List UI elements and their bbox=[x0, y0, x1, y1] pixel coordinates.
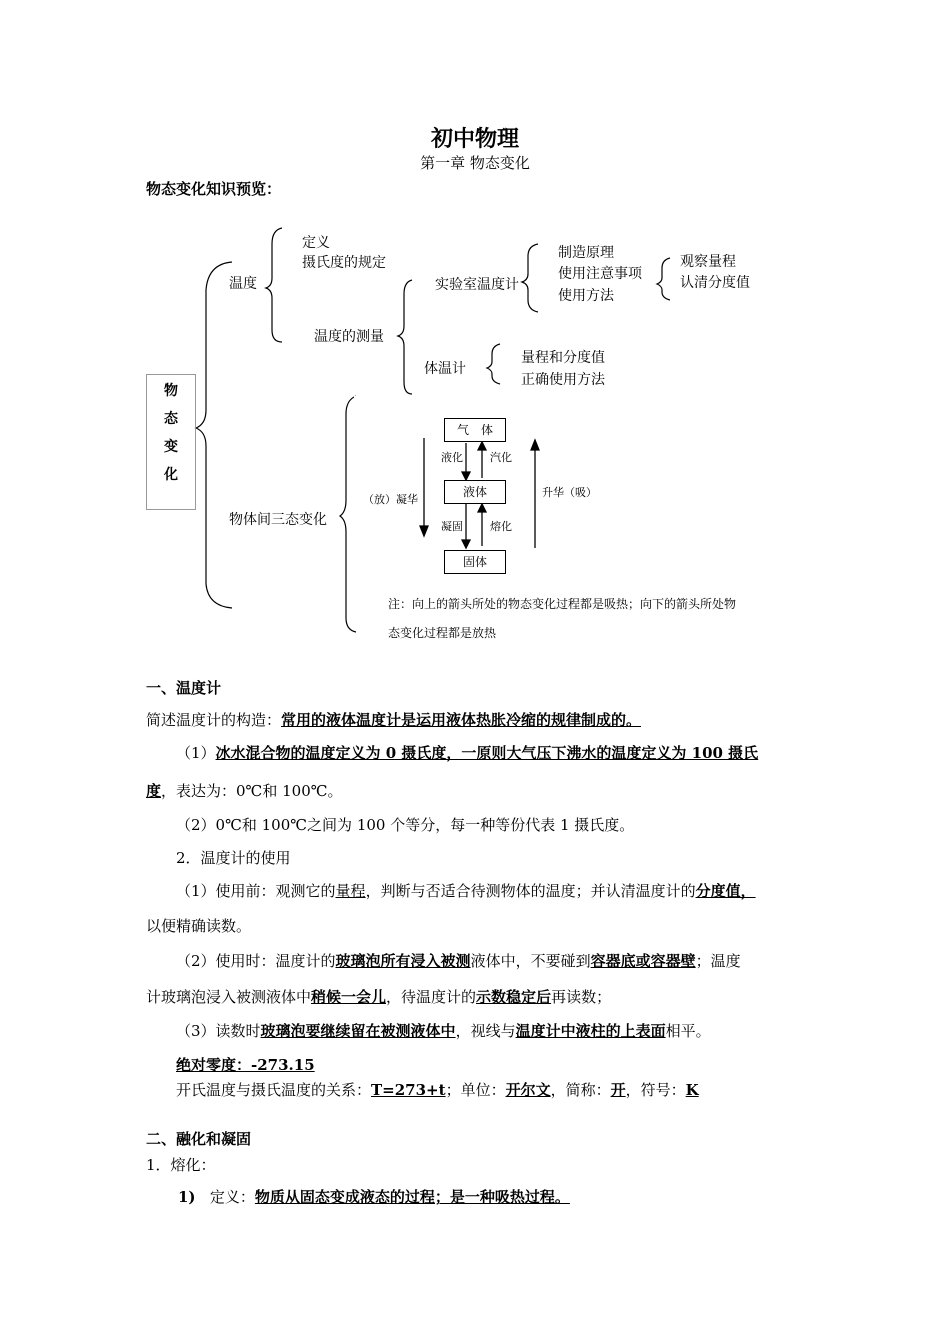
during-emphasis-4: 示数稳定后 bbox=[476, 988, 552, 1006]
sub1-number: 1) bbox=[178, 1188, 196, 1206]
kelvin-formula: T=273+t bbox=[371, 1081, 446, 1099]
chapter-subtitle: 第一章 物态变化 bbox=[420, 154, 530, 172]
during-emphasis-1: 玻璃泡所有浸入被测 bbox=[335, 952, 471, 970]
intro-prefix: 简述温度计的构造： bbox=[146, 711, 282, 729]
phase-note-line1: 注：向上的箭头所处的物态变化过程都是吸热；向下的箭头所处物 bbox=[388, 597, 737, 611]
state-box-solid: 固体 bbox=[444, 550, 506, 574]
node-definition: 定义 bbox=[302, 235, 330, 251]
during-use-line1 bbox=[176, 950, 741, 971]
during-text-d: 计玻璃泡浸入被测液体中 bbox=[146, 988, 312, 1006]
use-heading: 2．温度计的使用 bbox=[176, 849, 291, 867]
node-three-states: 物体间三态变化 bbox=[229, 512, 327, 528]
read-text-b: ，视线与 bbox=[455, 1022, 516, 1040]
para-definition-line1 bbox=[176, 742, 758, 763]
during-emphasis-2: 容器底或容器壁 bbox=[590, 952, 696, 970]
mindmap-root-char: 化 bbox=[164, 467, 178, 483]
sub1-prefix: 定义： bbox=[209, 1188, 255, 1206]
node-range-division: 量程和分度值 bbox=[521, 350, 605, 366]
node-precautions: 使用注意事项 bbox=[558, 266, 642, 282]
label-liquefaction: 液化 bbox=[441, 451, 463, 464]
section2-heading: 二、融化和凝固 bbox=[146, 1130, 252, 1148]
kelvin-text-b: ；单位： bbox=[445, 1081, 506, 1099]
reading-line bbox=[176, 1020, 711, 1041]
para1-emphasis-tail: 度 bbox=[146, 782, 162, 800]
node-celsius-rule: 摄氏度的规定 bbox=[302, 255, 386, 271]
melting-definition bbox=[178, 1186, 570, 1207]
node-usage: 使用方法 bbox=[558, 288, 614, 304]
during-use-line2 bbox=[146, 986, 611, 1007]
label-solidification: 凝固 bbox=[441, 520, 463, 533]
kelvin-text-a: 开氏温度与摄氏温度的关系： bbox=[176, 1081, 372, 1099]
mindmap-root-char: 态 bbox=[164, 411, 178, 427]
label-sublimation: 升华（吸） bbox=[542, 486, 597, 499]
kelvin-relation bbox=[176, 1079, 699, 1100]
para-division: （2）0℃和 100℃之间为 100 个等分，每一种等份代表 1 摄氏度。 bbox=[176, 816, 635, 834]
kelvin-short: 开 bbox=[610, 1081, 626, 1099]
para1-emphasis: 冰水混合物的温度定义为 0 摄氏度，一原则大气压下沸水的温度定义为 100 摄氏 bbox=[215, 744, 759, 762]
during-emphasis-3: 稍候一会儿 bbox=[311, 988, 387, 1006]
before-division: 分度值， bbox=[695, 882, 756, 900]
kelvin-text-d: ，符号： bbox=[625, 1081, 686, 1099]
read-text-c: 相平。 bbox=[665, 1022, 711, 1040]
node-recognize-division: 认清分度值 bbox=[680, 275, 750, 291]
page-title: 初中物理 bbox=[430, 126, 519, 152]
section1-heading: 一、温度计 bbox=[146, 679, 222, 697]
para-definition-line2 bbox=[146, 780, 343, 801]
state-box-gas: 气 体 bbox=[444, 418, 506, 442]
mindmap-root-char: 变 bbox=[164, 439, 178, 455]
node-measurement: 温度的测量 bbox=[314, 329, 384, 345]
absolute-zero: 绝对零度：-273.15 bbox=[176, 1056, 315, 1074]
during-text-c: ；温度 bbox=[695, 952, 741, 970]
kelvin-text-c: ，简称： bbox=[550, 1081, 611, 1099]
mindmap-root-char: 物 bbox=[164, 383, 178, 399]
label-vaporization: 汽化 bbox=[490, 451, 512, 464]
section1-intro bbox=[146, 709, 641, 730]
para1-prefix: （1） bbox=[176, 744, 216, 762]
during-text-e: ，待温度计的 bbox=[386, 988, 477, 1006]
before-text-a: （1）使用前：观测它的 bbox=[176, 882, 336, 900]
section2-item1: 1．熔化： bbox=[146, 1156, 216, 1174]
node-clinical-thermometer: 体温计 bbox=[424, 361, 466, 377]
para1-suffix: ，表达为：0℃和 100℃。 bbox=[161, 782, 343, 800]
node-correct-use: 正确使用方法 bbox=[521, 372, 605, 388]
phase-note-line2: 态变化过程都是放热 bbox=[388, 626, 497, 640]
kelvin-symbol: K bbox=[685, 1081, 699, 1099]
during-text-f: 再读数； bbox=[551, 988, 612, 1006]
before-use-line2: 以便精确读数。 bbox=[146, 917, 252, 935]
node-temperature: 温度 bbox=[229, 276, 257, 292]
read-emphasis-2: 温度计中液柱的上表面 bbox=[515, 1022, 666, 1040]
during-text-a: （2）使用时：温度计的 bbox=[176, 952, 336, 970]
before-range: 量程 bbox=[335, 882, 366, 900]
node-principle: 制造原理 bbox=[558, 245, 614, 261]
label-deposition: （放）凝华 bbox=[363, 493, 418, 506]
read-emphasis-1: 玻璃泡要继续留在被测液体中 bbox=[260, 1022, 456, 1040]
state-box-liquid: 液体 bbox=[444, 480, 506, 504]
label-melting: 熔化 bbox=[490, 520, 512, 533]
read-text-a: （3）读数时 bbox=[176, 1022, 261, 1040]
node-lab-thermometer: 实验室温度计 bbox=[435, 277, 519, 293]
during-text-b: 液体中，不要碰到 bbox=[470, 952, 591, 970]
sub1-emphasis: 物质从固态变成液态的过程；是一种吸热过程。 bbox=[254, 1188, 570, 1206]
intro-emphasis: 常用的液体温度计是运用液体热胀冷缩的规律制成的。 bbox=[281, 711, 642, 729]
preview-heading: 物态变化知识预览： bbox=[146, 180, 282, 198]
before-use-line1 bbox=[176, 880, 756, 901]
node-observe-range: 观察量程 bbox=[680, 254, 736, 270]
before-text-b: ，判断与否适合待测物体的温度；并认清温度计的 bbox=[365, 882, 696, 900]
kelvin-unit: 开尔文 bbox=[505, 1081, 551, 1099]
